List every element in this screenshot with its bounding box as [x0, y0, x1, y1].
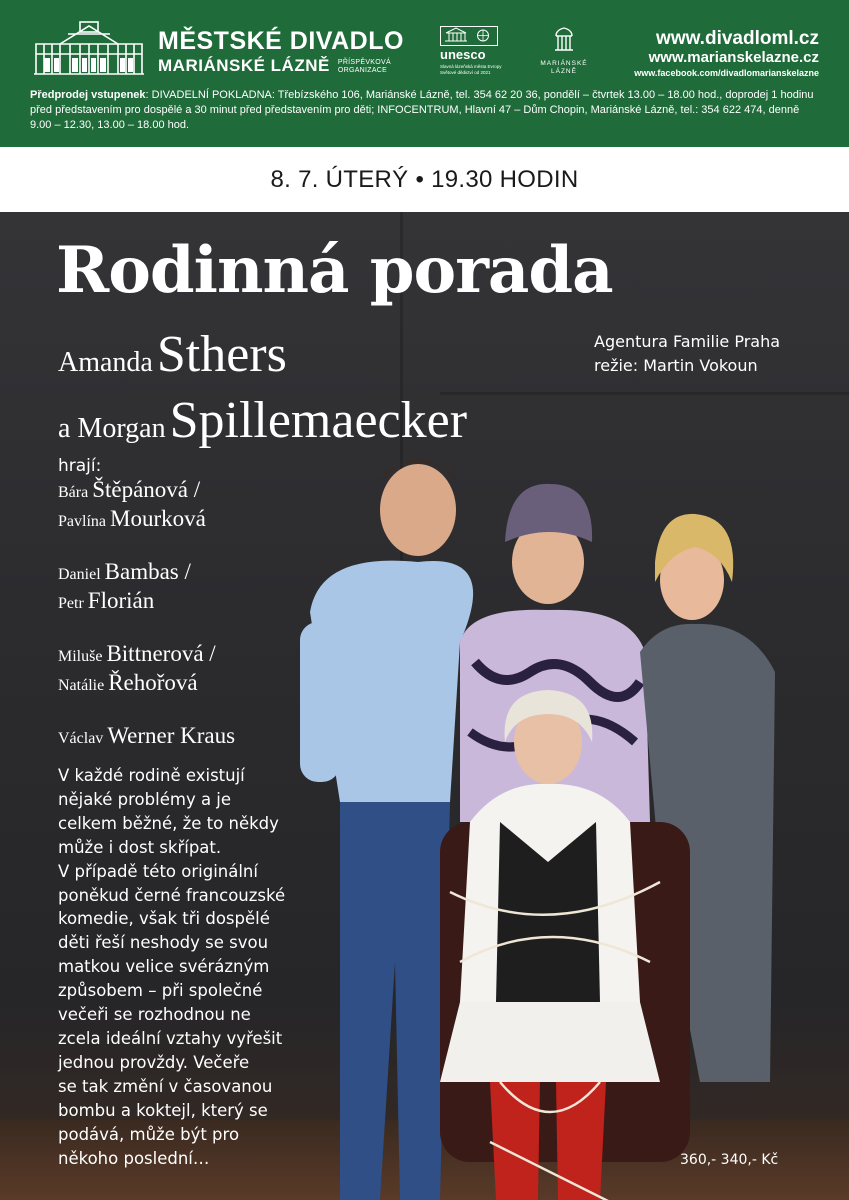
web-link-facebook[interactable]: www.facebook.com/divadlomarianskelazne [634, 68, 819, 78]
cast-photo [300, 442, 849, 1200]
presale-info [30, 88, 820, 133]
theatre-name [158, 28, 404, 75]
web-links [634, 28, 819, 79]
author-2-first: a Morgan [58, 413, 166, 444]
cast-member: Miluše Bittnerová / [58, 641, 216, 666]
author-1-last: Sthers [156, 326, 287, 383]
agency-name: Agentura Familie Praha [594, 332, 781, 351]
poster-photo-area [0, 212, 849, 1200]
performance-date: 8. 7. ÚTERÝ • 19.30 HODIN [270, 165, 579, 193]
theatre-name-line1: MĚSTSKÉ DIVADLO [158, 27, 404, 55]
theatre-name-line2: MARIÁNSKÉ LÁZNĚ [158, 56, 330, 75]
cast-member: Bára Štěpánová / [58, 477, 201, 502]
cast-member: Václav Werner Kraus [58, 723, 236, 748]
presale-text: : DIVADELNÍ POKLADNA: Třebízského 106, Mariánské Lázně, tel. 354 62 20 36, pondělí – čtvrtek 13.00 – 18.00 hod., doprodej 1 hodinu před představením pro dospělé a 30 minut před představením pro děti; INFOCENTRUM, Hlavní 47 – Dům Chopin, Mariánské Lázně, tel.: 354 622 474, denně 9.00 – 12.30, 13.00 – 18.00 hod. [30, 89, 814, 131]
web-link-divadlo[interactable]: www.divadloml.cz [656, 28, 819, 49]
presale-label: Předprodej vstupenek [30, 89, 146, 101]
director-credit: režie: Martin Vokoun [594, 356, 758, 375]
unesco-logo [440, 26, 512, 75]
cast-member: Natálie Řehořová [58, 670, 198, 695]
cast-list [58, 455, 235, 752]
unesco-subtitle: Slavná lázeňská města Evropy Světové dědictví od 2021 [440, 64, 502, 75]
ticket-price: 360,- 340,- Kč [680, 1152, 779, 1168]
author-2 [58, 394, 467, 460]
author-1-first: Amanda [58, 347, 153, 378]
unesco-wordmark: unesco [440, 47, 486, 62]
show-description: V každé rodině existují nějaké problémy a je celkem běžné, že to někdy může i dost skřípat. V případě této originální poněkud černé francouzské komedie, však tři dospělé děti řeší neshody se svou matkou velice svérázným způsobem – při společné večeři se rozhodnou ne zcela ideální vztahy vyřešit jednou provždy. Večeře se tak změní v časovanou bombu a koktejl, který se podává, může být pro někoho poslední… [58, 766, 286, 1168]
author-1 [58, 328, 467, 394]
show-title: Rodinná porada [56, 233, 613, 308]
theatre-building-logo [30, 20, 148, 76]
date-bar [0, 147, 849, 212]
cast-member: Daniel Bambas / [58, 559, 191, 584]
colonnade-icon [552, 26, 576, 52]
cast-member: Petr Florián [58, 588, 155, 613]
production-info [594, 330, 780, 378]
unesco-temple-icon [440, 26, 498, 46]
wall-panel-line [440, 392, 849, 395]
header-banner [0, 0, 849, 147]
authors [58, 328, 467, 460]
web-link-city[interactable]: www.marianskelazne.cz [648, 49, 819, 66]
marianske-lazne-logo: MARIÁNSKÉ LÁZNĚ [540, 26, 588, 76]
cast-member: Pavlína Mourková [58, 506, 206, 531]
cast-label: hrají: [58, 456, 102, 476]
author-2-last: Spillemaecker [169, 392, 468, 449]
theatre-org-type: PŘÍSPĚVKOVÁ ORGANIZACE [337, 59, 391, 74]
